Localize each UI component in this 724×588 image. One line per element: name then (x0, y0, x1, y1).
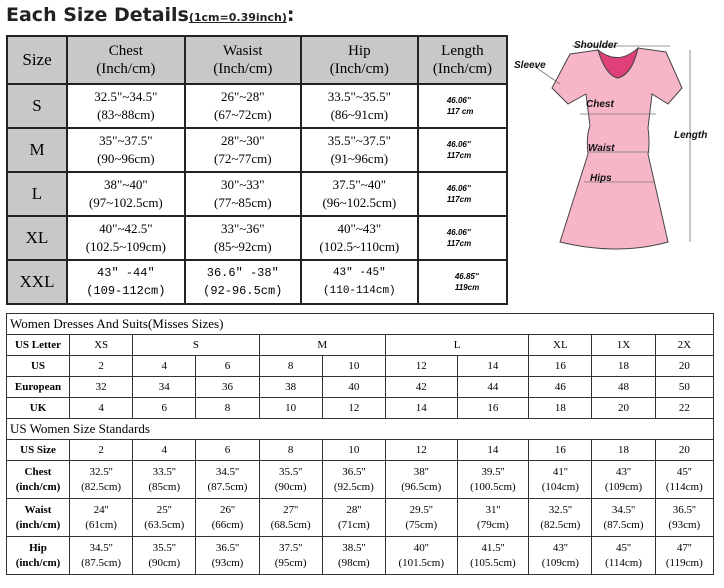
letter-cell: M (259, 335, 385, 356)
conversion-row-uk (7, 398, 714, 419)
section-title-dresses: Women Dresses And Suits(Misses Sizes) (7, 314, 714, 335)
value-cell: 6 (196, 440, 259, 461)
table-row (7, 260, 507, 304)
value-cell: 12 (385, 440, 457, 461)
size-details-table (6, 35, 508, 305)
header-hip: Hip (Inch/cm) (301, 36, 418, 84)
value-cell: 22 (655, 398, 713, 419)
us-size-row (7, 440, 714, 461)
value-cell: 50 (655, 377, 713, 398)
hip-cell: 35.5"~37.5" (91~96cm) (301, 128, 418, 172)
us-letter-row (7, 335, 714, 356)
length-cell: 46.06'' 117cm (418, 128, 507, 172)
value-cell: 25'' (63.5cm) (133, 499, 196, 537)
value-cell: 6 (196, 356, 259, 377)
value-cell: 40 (322, 377, 385, 398)
value-cell: 8 (259, 356, 322, 377)
dress-illustration (510, 36, 716, 272)
value-cell: 35.5'' (90cm) (133, 537, 196, 575)
title-colon: : (286, 4, 295, 26)
value-cell: 20 (655, 440, 713, 461)
section-title-standards: US Women Size Standards (7, 419, 714, 440)
header-waist: Wasist (Inch/cm) (185, 36, 301, 84)
value-cell: 16 (529, 440, 592, 461)
dresses-title-row (7, 314, 714, 335)
size-label: XL (7, 216, 67, 260)
waist-cell: 33"~36" (85~92cm) (185, 216, 301, 260)
chest-cell: 38"~40" (97~102.5cm) (67, 172, 185, 216)
value-cell: 40'' (101.5cm) (385, 537, 457, 575)
value-cell: 43'' (109cm) (529, 537, 592, 575)
letter-cell: S (133, 335, 259, 356)
value-cell: 44 (457, 377, 529, 398)
row-label: Hip (inch/cm) (7, 537, 70, 575)
value-cell: 48 (592, 377, 655, 398)
conversion-row-us (7, 356, 714, 377)
value-cell: 2 (70, 440, 133, 461)
value-cell: 16 (457, 398, 529, 419)
page-title (6, 4, 294, 26)
header-chest: Chest (Inch/cm) (67, 36, 185, 84)
value-cell: 45'' (114cm) (655, 461, 713, 499)
value-cell: 18 (592, 356, 655, 377)
value-cell: 18 (592, 440, 655, 461)
value-cell: 10 (322, 356, 385, 377)
size-label: S (7, 84, 67, 128)
value-cell: 28'' (71cm) (322, 499, 385, 537)
table-row (7, 216, 507, 260)
length-cell: 46.06'' 117cm (418, 216, 507, 260)
label-sleeve: Sleeve (514, 60, 546, 71)
value-cell: 14 (457, 356, 529, 377)
row-label: Waist (inch/cm) (7, 499, 70, 537)
value-cell: 4 (133, 356, 196, 377)
hip-cell: 40"~43" (102.5~110cm) (301, 216, 418, 260)
value-cell: 16 (529, 356, 592, 377)
header-length: Length (Inch/cm) (418, 36, 507, 84)
length-cell: 46.06'' 117 cm (418, 84, 507, 128)
measure-row-waist (7, 499, 714, 537)
measure-row-hip (7, 537, 714, 575)
size-label: M (7, 128, 67, 172)
length-cell: 46.06'' 117cm (418, 172, 507, 216)
waist-cell: 30"~33" (77~85cm) (185, 172, 301, 216)
chest-cell: 43" -44" (109-112cm) (67, 260, 185, 304)
value-cell: 39.5'' (100.5cm) (457, 461, 529, 499)
size-label: XXL (7, 260, 67, 304)
value-cell: 45'' (114cm) (592, 537, 655, 575)
value-cell: 32.5'' (82.5cm) (529, 499, 592, 537)
value-cell: 31'' (79cm) (457, 499, 529, 537)
conversion-row-european (7, 377, 714, 398)
value-cell: 4 (70, 398, 133, 419)
value-cell: 47'' (119cm) (655, 537, 713, 575)
standards-title-row (7, 419, 714, 440)
row-label: US Letter (7, 335, 70, 356)
measure-row-chest (7, 461, 714, 499)
value-cell: 34 (133, 377, 196, 398)
waist-cell: 28"~30" (72~77cm) (185, 128, 301, 172)
value-cell: 20 (592, 398, 655, 419)
value-cell: 24'' (61cm) (70, 499, 133, 537)
label-shoulder: Shoulder (574, 40, 618, 51)
value-cell: 34.5'' (87.5cm) (70, 537, 133, 575)
length-cell: 46.85'' 119cm (418, 260, 507, 304)
hip-cell: 37.5"~40" (96~102.5cm) (301, 172, 418, 216)
label-hips: Hips (590, 173, 612, 184)
value-cell: 33.5'' (85cm) (133, 461, 196, 499)
letter-cell: XS (70, 335, 133, 356)
value-cell: 2 (70, 356, 133, 377)
value-cell: 32 (70, 377, 133, 398)
size-label: L (7, 172, 67, 216)
letter-cell: 1X (592, 335, 655, 356)
value-cell: 32.5'' (82.5cm) (70, 461, 133, 499)
value-cell: 10 (259, 398, 322, 419)
value-cell: 41.5'' (105.5cm) (457, 537, 529, 575)
row-label: Chest (inch/cm) (7, 461, 70, 499)
table-row (7, 84, 507, 128)
value-cell: 37.5'' (95cm) (259, 537, 322, 575)
waist-cell: 26"~28" (67~72cm) (185, 84, 301, 128)
value-cell: 34.5'' (87.5cm) (592, 499, 655, 537)
value-cell: 14 (457, 440, 529, 461)
chest-cell: 35"~37.5" (90~96cm) (67, 128, 185, 172)
row-label: US (7, 356, 70, 377)
title-main: Each Size Details (6, 4, 189, 26)
value-cell: 38 (259, 377, 322, 398)
value-cell: 46 (529, 377, 592, 398)
value-cell: 20 (655, 356, 713, 377)
value-cell: 42 (385, 377, 457, 398)
chest-cell: 40"~42.5" (102.5~109cm) (67, 216, 185, 260)
value-cell: 29.5'' (75cm) (385, 499, 457, 537)
label-length: Length (674, 130, 708, 141)
value-cell: 26'' (66cm) (196, 499, 259, 537)
value-cell: 14 (385, 398, 457, 419)
value-cell: 36 (196, 377, 259, 398)
hip-cell: 33.5"~35.5" (86~91cm) (301, 84, 418, 128)
row-label: UK (7, 398, 70, 419)
value-cell: 35.5'' (90cm) (259, 461, 322, 499)
label-chest: Chest (586, 99, 614, 110)
value-cell: 10 (322, 440, 385, 461)
row-label: European (7, 377, 70, 398)
value-cell: 38.5'' (98cm) (322, 537, 385, 575)
letter-cell: 2X (655, 335, 713, 356)
value-cell: 18 (529, 398, 592, 419)
row-label: US Size (7, 440, 70, 461)
letter-cell: L (385, 335, 528, 356)
value-cell: 36.5'' (92.5cm) (322, 461, 385, 499)
table-row (7, 172, 507, 216)
value-cell: 12 (322, 398, 385, 419)
waist-cell: 36.6" -38" (92-96.5cm) (185, 260, 301, 304)
chest-cell: 32.5"~34.5" (83~88cm) (67, 84, 185, 128)
size-table-header-row (7, 36, 507, 84)
value-cell: 36.5'' (93cm) (655, 499, 713, 537)
value-cell: 4 (133, 440, 196, 461)
women-size-table (6, 313, 714, 575)
value-cell: 27'' (68.5cm) (259, 499, 322, 537)
value-cell: 41'' (104cm) (529, 461, 592, 499)
value-cell: 38'' (96.5cm) (385, 461, 457, 499)
value-cell: 43'' (109cm) (592, 461, 655, 499)
value-cell: 8 (196, 398, 259, 419)
value-cell: 36.5'' (93cm) (196, 537, 259, 575)
value-cell: 6 (133, 398, 196, 419)
value-cell: 34.5'' (87.5cm) (196, 461, 259, 499)
title-conversion-note: (1cm=0.39inch) (188, 11, 287, 24)
label-waist: Waist (588, 143, 615, 154)
hip-cell: 43" -45" (110-114cm) (301, 260, 418, 304)
table-row (7, 128, 507, 172)
dress-measurement-diagram (510, 36, 716, 272)
header-size: Size (7, 36, 67, 84)
value-cell: 12 (385, 356, 457, 377)
value-cell: 8 (259, 440, 322, 461)
letter-cell: XL (529, 335, 592, 356)
